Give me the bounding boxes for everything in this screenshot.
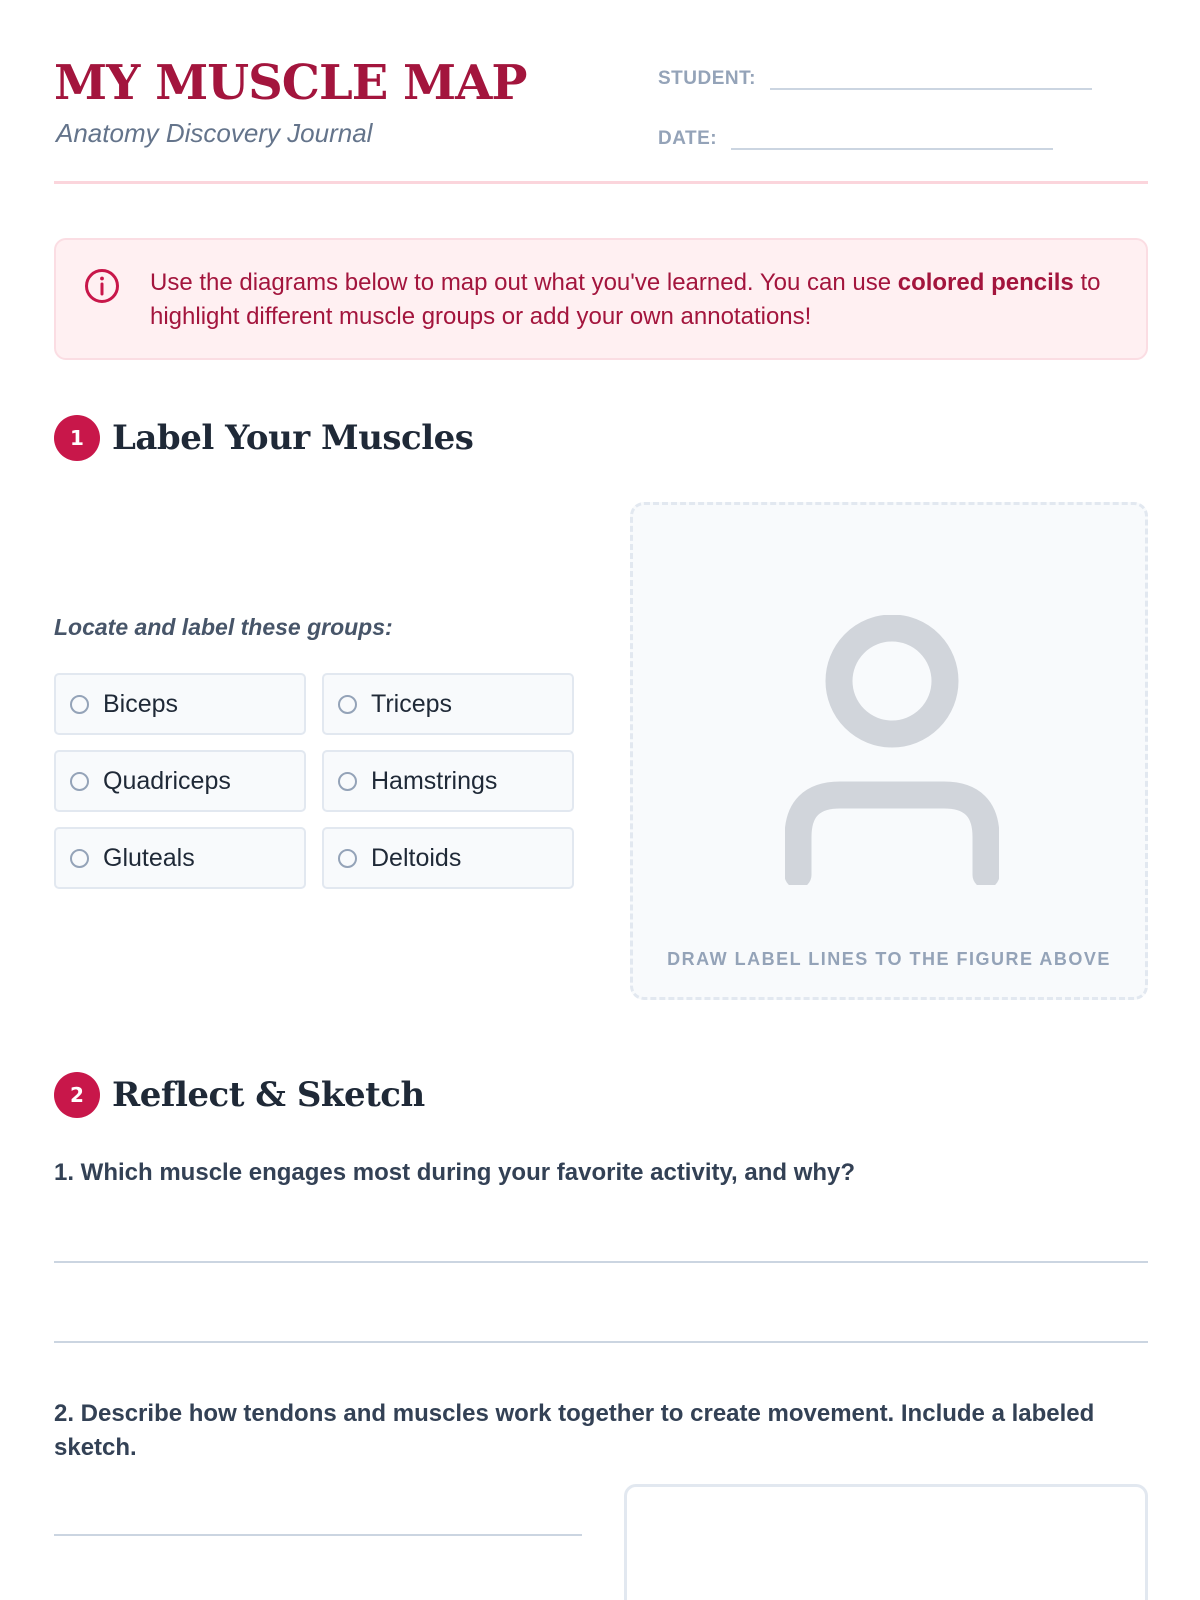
muscle-option-quadriceps[interactable] bbox=[54, 750, 306, 812]
info-circle-icon bbox=[84, 268, 120, 304]
radio-icon[interactable] bbox=[70, 849, 89, 868]
student-field bbox=[658, 68, 1092, 90]
section-1-number-badge: 1 bbox=[54, 415, 100, 461]
answer-line-2[interactable] bbox=[54, 1341, 1148, 1343]
muscle-label: Hamstrings bbox=[371, 766, 498, 795]
muscle-checklist bbox=[54, 673, 576, 889]
muscle-label: Quadriceps bbox=[103, 766, 231, 795]
page-header bbox=[54, 0, 1148, 184]
info-text bbox=[150, 266, 1130, 334]
muscle-label: Triceps bbox=[371, 689, 453, 718]
person-icon bbox=[785, 615, 999, 885]
info-callout bbox=[54, 238, 1148, 360]
section-2-number-badge: 2 bbox=[54, 1072, 100, 1118]
date-line[interactable] bbox=[731, 128, 1053, 150]
muscle-option-triceps[interactable] bbox=[322, 673, 574, 735]
date-label: DATE: bbox=[658, 128, 718, 149]
section-1-heading bbox=[54, 415, 473, 461]
radio-icon[interactable] bbox=[70, 772, 89, 791]
sketch-area[interactable] bbox=[624, 1484, 1148, 1600]
student-label: STUDENT: bbox=[658, 68, 756, 89]
date-field bbox=[658, 128, 1053, 150]
section-2-title: Reflect & Sketch bbox=[112, 1075, 425, 1115]
student-name-line[interactable] bbox=[770, 68, 1092, 90]
locate-prompt: Locate and label these groups: bbox=[54, 614, 393, 640]
info-text-end: to highlight different muscle groups or add your own annotations! bbox=[150, 269, 1101, 330]
muscle-label: Deltoids bbox=[371, 843, 462, 872]
figure-drawing-area[interactable] bbox=[630, 502, 1148, 1000]
radio-icon[interactable] bbox=[338, 772, 357, 791]
answer-line-3[interactable] bbox=[54, 1534, 582, 1536]
muscle-label: Biceps bbox=[103, 689, 179, 718]
radio-icon[interactable] bbox=[338, 849, 357, 868]
muscle-option-deltoids[interactable] bbox=[322, 827, 574, 889]
page-title: MY MUSCLE MAP bbox=[54, 55, 527, 111]
muscle-label: Gluteals bbox=[103, 843, 195, 872]
info-text-start: Use the diagrams below to map out what you've learned. You can use bbox=[150, 269, 898, 296]
radio-icon[interactable] bbox=[70, 695, 89, 714]
page-subtitle: Anatomy Discovery Journal bbox=[56, 118, 373, 148]
radio-icon[interactable] bbox=[338, 695, 357, 714]
info-text-emphasis: colored pencils bbox=[897, 269, 1074, 296]
answer-line-1[interactable] bbox=[54, 1261, 1148, 1263]
question-1: 1. Which muscle engages most during your favorite activity, and why? bbox=[54, 1159, 856, 1186]
muscle-option-hamstrings[interactable] bbox=[322, 750, 574, 812]
muscle-option-biceps[interactable] bbox=[54, 673, 306, 735]
section-2-heading bbox=[54, 1072, 425, 1118]
section-1-title: Label Your Muscles bbox=[112, 418, 474, 458]
question-2: 2. Describe how tendons and muscles work together to create movement. Include a labeled sketch. bbox=[54, 1400, 1095, 1461]
muscle-option-gluteals[interactable] bbox=[54, 827, 306, 889]
figure-caption: DRAW LABEL LINES TO THE FIGURE ABOVE bbox=[667, 949, 1111, 969]
